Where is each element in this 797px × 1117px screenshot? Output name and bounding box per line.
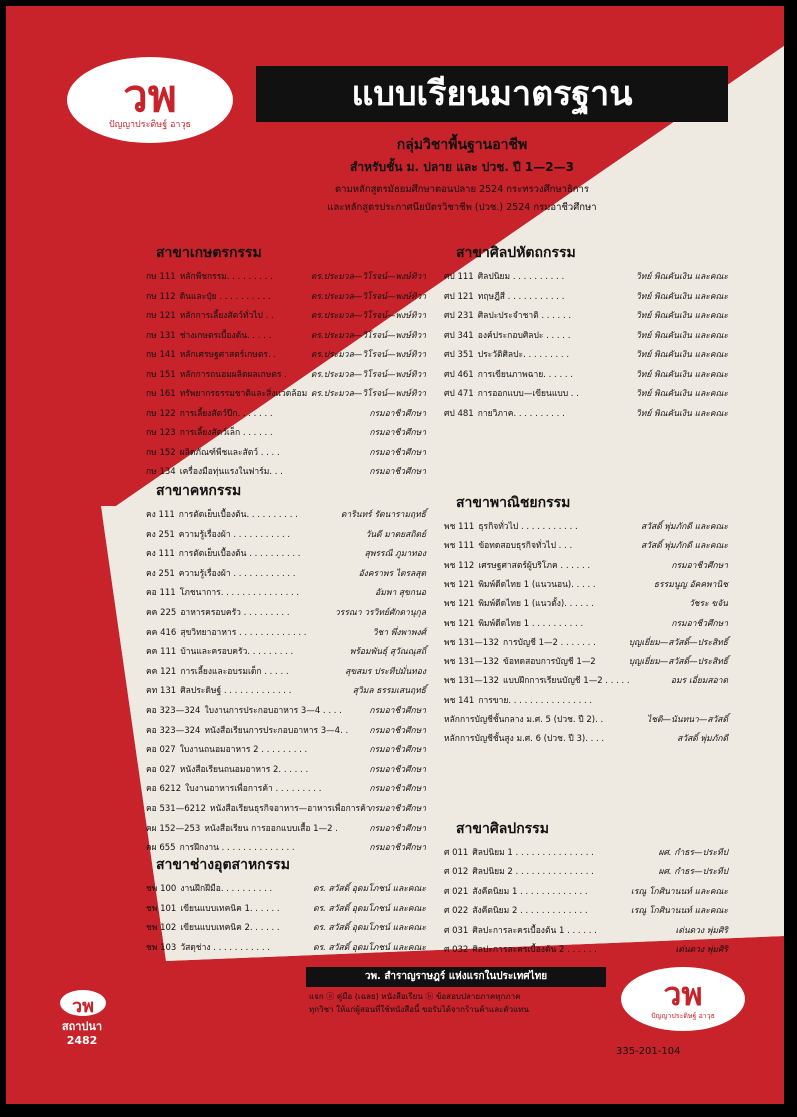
course-title: อาหารครอบครัว . . . . . . . . . <box>180 608 290 618</box>
section-title-commerce: สาขาพาณิชยกรรม <box>456 495 571 511</box>
course-title: ข้อทดสอบธุรกิจทั่วไป . . . <box>478 541 573 552</box>
course-author: ดร.ประมวล—วิโรจน์—พงษ์ทิวา <box>310 311 426 321</box>
list-item <box>444 885 728 899</box>
course-code: คอ 6212 <box>146 784 182 795</box>
list-item <box>146 407 426 421</box>
course-code: กษ 111 <box>146 272 176 282</box>
list-item <box>444 904 728 918</box>
course-author: ดร. สวัสดิ์ อุดมโภชน์ และคณะ <box>313 903 426 914</box>
list-item <box>444 407 728 421</box>
list-item <box>444 559 728 573</box>
course-author: ดร. สวัสดิ์ อุดมโภชน์ และคณะ <box>313 884 426 894</box>
course-code: คอ 323—324 <box>146 725 201 736</box>
course-code: พช 111 <box>444 522 475 532</box>
list-item <box>146 941 426 955</box>
course-title: หลักการบัญชีชั้นกลาง ม.ศ. 5 (ปวช. ปี 2). . <box>444 715 604 725</box>
list-item <box>146 508 426 522</box>
course-author: กรมอาชีวศึกษา <box>369 764 426 775</box>
course-author: วัชระ ขจัน <box>689 599 728 610</box>
list-item <box>146 528 426 542</box>
course-code: พช 121 <box>444 599 475 610</box>
course-title: ใบงานการประกอบอาหาร 3—4 . . . . <box>204 706 342 716</box>
course-title: พิมพ์ดีดไทย 1 . . . . . . . . . . <box>478 618 584 629</box>
course-author: วิทย์ พิณคันเงิน และคณะ <box>635 389 728 399</box>
course-title: พิมพ์ดีดไทย 1 (แนวนอน). . . . . <box>478 579 596 590</box>
course-author: วิทย์ พิณคันเงิน และคณะ <box>635 350 728 360</box>
course-title: หลักเศรษฐศาสตร์เกษตร. . <box>179 350 277 360</box>
course-author: สวัสดิ์ พุ่มภักดี <box>677 734 728 745</box>
founded-text: สถาปนา <box>61 1020 103 1033</box>
list-item <box>146 426 426 440</box>
list-item <box>444 578 728 592</box>
course-code: พช 131—132 <box>444 637 500 648</box>
course-author: บุญเยี่ยม—สวัสดิ์—ประสิทธิ์ <box>628 637 728 648</box>
course-author: ผศ. กำธร—ประทีป <box>658 848 728 858</box>
book-back-cover <box>6 6 784 1104</box>
course-title: ความรู้เรื่องผ้า . . . . . . . . . . . . <box>178 568 296 579</box>
course-author: สวัสดิ์ พุ่มภักดี และคณะ <box>641 541 728 552</box>
course-code: กษ 123 <box>146 428 176 438</box>
list-item <box>444 694 728 708</box>
course-author: เด่นดวง พุ่มศิริ <box>675 945 728 955</box>
course-title: ประวัติศิลปะ. . . . . . . . . <box>477 350 570 360</box>
course-code: คอ 323—324 <box>146 706 201 716</box>
section-title-industrial: สาขาช่างอุตสาหกรรม <box>156 857 290 873</box>
course-title: การขาย. . . . . . . . . . . . . . . . <box>478 695 593 706</box>
list-item <box>444 597 728 611</box>
course-code: คอ 111 <box>146 588 176 599</box>
course-title: ศิลปะการละครเบื้องต้น 1 . . . . . . <box>472 925 597 936</box>
course-title: พิมพ์ดีดไทย 1 (แนวตั้ง). . . . . . <box>478 599 594 610</box>
list-item <box>146 841 426 855</box>
course-author: วิทย์ พิณคันเงิน และคณะ <box>635 291 728 302</box>
course-title: ผลิตภัณฑ์พืชและสัตว์ . . . . <box>179 447 280 458</box>
list-item <box>146 567 426 581</box>
course-code: กษ 161 <box>146 389 176 399</box>
course-author: ดร.ประมวล—วิโรจน์—พงษ์ทิวา <box>310 330 426 341</box>
course-code: คง 111 <box>146 549 175 560</box>
course-title: การเลี้ยงสัตว์เล็ก . . . . . . <box>179 428 273 438</box>
footer-logo-subtitle: ปัญญาประดิษฐ์ อาวุธ <box>651 1012 715 1020</box>
course-code: กษ 131 <box>146 330 176 341</box>
list-item <box>146 290 426 304</box>
course-title: การเขียนภาพฉาย. . . . . . <box>477 369 573 380</box>
list-item <box>444 924 728 938</box>
course-code: พช 112 <box>444 560 475 571</box>
course-code: คอ 027 <box>146 745 176 756</box>
course-title: ศิลปนิยม 1 . . . . . . . . . . . . . . . <box>472 848 594 858</box>
list-item <box>444 520 728 534</box>
course-author: ดร. สวัสดิ์ อุดมโภชน์ และคณะ <box>313 923 426 934</box>
list-item <box>146 329 426 343</box>
list-item <box>146 665 426 679</box>
course-author: ดร.ประมวล—วิโรจน์—พงษ์ทิวา <box>310 272 426 282</box>
course-code: คง 251 <box>146 568 175 579</box>
course-title: ศิลประดิษฐ์ . . . . . . . . . . . . . <box>180 686 292 697</box>
course-code: ศ 012 <box>444 867 469 878</box>
logo-subtitle: ปัญญาประดิษฐ์ อาวุธ <box>108 120 192 130</box>
list-item <box>444 309 728 323</box>
course-author: อมร เอี่ยมสอาด <box>670 676 728 687</box>
list-item <box>146 802 426 816</box>
course-code: พช 131—132 <box>444 676 500 687</box>
list-item <box>146 465 426 479</box>
list-item <box>146 822 426 836</box>
course-code: กษ 152 <box>146 447 176 458</box>
course-code: ชพ 100 <box>146 884 177 894</box>
course-title: การบัญชี 1—2 . . . . . . . <box>503 637 596 648</box>
course-code: ศ 031 <box>444 925 469 936</box>
course-title: การฝึกงาน . . . . . . . . . . . . . . <box>179 843 295 854</box>
course-author: ดารินทร์ รัตนารามฤทธิ์ <box>340 510 426 520</box>
course-author: กรมอาชีวศึกษา <box>369 706 426 716</box>
course-title: การเลี้ยงและอบรมเด็ก . . . . . <box>180 666 289 677</box>
course-title: การตัดเย็บเบื้องต้น . . . . . . . . . . <box>178 549 301 560</box>
course-author: ดร.ประมวล—วิโรจน์—พงษ์ทิวา <box>310 389 426 399</box>
course-code: กษ 134 <box>146 467 176 477</box>
list-item <box>444 865 728 879</box>
course-code: คอ 027 <box>146 764 176 775</box>
course-code: ศป 341 <box>444 330 474 341</box>
course-title: ความรู้เรื่องผ้า . . . . . . . . . . . <box>178 529 291 540</box>
group-title: กลุ่มวิชาพื้นฐานอาชีพ <box>396 137 528 153</box>
course-author: วิทย์ พิณคันเงิน และคณะ <box>635 330 728 341</box>
curriculum-line-1: ตามหลักสูตรมัธยมศึกษาตอนปลาย 2524 กระทรวงศึกษาธิการ <box>335 184 589 195</box>
course-code: ศป 121 <box>444 291 474 302</box>
course-code: ศ 011 <box>444 848 469 858</box>
course-title: วัสดุช่าง . . . . . . . . . . . <box>180 942 270 953</box>
course-title: ดินและปุ๋ย . . . . . . . . . . <box>179 291 271 302</box>
course-author: สวัสดิ์ พุ่มภักดี และคณะ <box>641 522 728 532</box>
course-author: วิทย์ พิณคันเงิน และคณะ <box>635 408 728 419</box>
course-code: กษ 151 <box>146 369 176 380</box>
course-title: สังคีตนิยม 2 . . . . . . . . . . . . . <box>472 906 588 917</box>
course-code: กษ 122 <box>146 408 176 419</box>
course-code: คค 121 <box>146 666 177 677</box>
list-item <box>146 446 426 460</box>
catalog-code: 335-201-104 <box>616 1046 681 1057</box>
course-author: กรมอาชีวศึกษา <box>369 428 426 438</box>
course-author: วิทย์ พิณคันเงิน และคณะ <box>635 369 728 380</box>
course-author: กรมอาชีวศึกษา <box>369 804 426 814</box>
course-code: ศ 022 <box>444 906 469 917</box>
course-title: ทฤษฎีสี . . . . . . . . . . . <box>477 291 565 302</box>
course-title: ธุรกิจทั่วไป . . . . . . . . . . . <box>478 522 578 532</box>
course-code: ศป 461 <box>444 369 474 380</box>
course-code: คค 111 <box>146 647 177 658</box>
list-item <box>146 704 426 718</box>
list-item <box>146 309 426 323</box>
section-title-home-economics: สาขาคหกรรม <box>156 483 242 499</box>
course-code: พช 141 <box>444 695 475 706</box>
course-author: กรมอาชีวศึกษา <box>671 560 728 571</box>
course-title: ศิลปะประจำชาติ . . . . . . <box>477 311 572 321</box>
list-item <box>444 329 728 343</box>
list-item <box>146 547 426 561</box>
list-item <box>444 674 728 688</box>
footer-note <box>309 990 619 1016</box>
course-title: ช่างเกษตรเบื้องต้น. . . . . <box>179 330 272 341</box>
footer-note-line-1: แจก ⓐ คู่มือ (เฉลย) หนังสือเรียน ⓑ ข้อสอบปลายภาคทุกภาค <box>309 992 521 1001</box>
course-title: หลักการเลี้ยงสัตว์ทั่วไป . . <box>179 311 274 321</box>
course-author: กรมอาชีวศึกษา <box>369 408 426 419</box>
course-title: การออกแบบ—เขียนแบบ . . <box>477 389 579 399</box>
course-author: กรมอาชีวศึกษา <box>369 745 426 756</box>
footer-logo <box>618 964 748 1034</box>
course-author: ดร. สวัสดิ์ อุดมโภชน์ และคณะ <box>313 942 426 953</box>
course-code: พช 121 <box>444 579 475 590</box>
course-author: กรมอาชีวศึกษา <box>671 618 728 629</box>
course-author: วรรณา วรวิทย์ศักดานุกุล <box>335 608 426 618</box>
footer-note-line-2: ทุกวิชา ให้แก่ผู้สอนที่ใช้หนังสือนี้ ขอรับได้จากร้านค้าและตัวแทน <box>309 1005 529 1014</box>
course-title: หนังสือเรียนการประกอบอาหาร 3—4. . <box>204 725 349 736</box>
list-item <box>146 724 426 738</box>
list-item <box>146 921 426 935</box>
course-author: วันดี มาตยสถิตย์ <box>365 529 426 540</box>
course-author: อังคราพร ไตรลสุต <box>358 568 426 579</box>
series-title: แบบเรียนมาตรฐาน <box>256 66 728 122</box>
small-logo-mark: วพ <box>72 996 94 1017</box>
course-code: ศป 471 <box>444 389 474 399</box>
course-author: สุขสมร ประทีปมั่นทอง <box>345 666 426 677</box>
section-title-agriculture: สาขาเกษตรกรรม <box>156 245 262 261</box>
course-author: อัมพา สุขกนอ <box>375 588 426 599</box>
course-title: สุขวิทยาอาหาร . . . . . . . . . . . . . <box>180 627 307 638</box>
course-code: ชพ 102 <box>146 923 177 934</box>
course-author: บุญเยี่ยม—สวัสดิ์—ประสิทธิ์ <box>628 657 728 668</box>
course-title: ข้อทดสอบการบัญชี 1—2 <box>503 657 596 668</box>
course-title: องค์ประกอบศิลปะ . . . . . <box>477 330 571 341</box>
list-item <box>444 387 728 401</box>
course-title: ศิลปนิยม 2 . . . . . . . . . . . . . . . <box>472 867 594 878</box>
list-item <box>146 763 426 777</box>
list-item <box>146 902 426 916</box>
course-title: หลักพืชกรรม. . . . . . . . . <box>179 272 273 282</box>
course-code: พช 111 <box>444 541 475 552</box>
list-item <box>146 743 426 757</box>
course-code: คผ 655 <box>146 843 176 854</box>
founded-label <box>52 1020 112 1048</box>
list-item <box>444 732 728 746</box>
course-author: พร้อมพันธุ์ สุวัณณุสถิ์ <box>349 647 426 658</box>
course-author: วิทย์ พิณคันเงิน และคณะ <box>635 272 728 282</box>
list-item <box>444 943 728 957</box>
list-item <box>146 348 426 362</box>
course-code: ศป 231 <box>444 311 474 321</box>
course-code: ชพ 103 <box>146 942 177 953</box>
course-author: วิทย์ พิณคันเงิน และคณะ <box>635 311 728 321</box>
course-code: ศป 111 <box>444 272 474 282</box>
list-item <box>444 270 728 284</box>
list-item <box>146 368 426 382</box>
list-item <box>444 348 728 362</box>
course-code: คค 416 <box>146 627 177 638</box>
course-title: การตัดเย็บเบื้องต้น. . . . . . . . . . <box>178 510 298 520</box>
list-item <box>146 387 426 401</box>
course-code: ศ 021 <box>444 886 469 897</box>
list-item <box>444 617 728 631</box>
course-code: คง 111 <box>146 510 175 520</box>
level-line: สำหรับชั้น ม. ปลาย และ ปวช. ปี 1—2—3 <box>350 160 574 174</box>
course-code: คง 251 <box>146 529 175 540</box>
curriculum-line-2: และหลักสูตรประกาศนียบัตรวิชาชีพ (ปวช.) 2524 กรมอาชีวศึกษา <box>327 202 597 213</box>
course-title: เศรษฐศาสตร์ผู้บริโภค . . . . . . <box>478 560 591 571</box>
course-author: กรมอาชีวศึกษา <box>369 784 426 795</box>
course-author: กรมอาชีวศึกษา <box>369 725 426 736</box>
course-title: ทรัพยากรธรรมชาติและสิ่งแวดล้อม <box>179 389 308 399</box>
course-author: สุวิมล ธรรมเสนฤทธิ์ <box>352 686 426 697</box>
course-title: บ้านและครอบครัว. . . . . . . . . <box>180 647 294 658</box>
list-item <box>444 290 728 304</box>
course-title: แบบฝึกการเรียนบัญชี 1—2 . . . . . <box>503 676 630 687</box>
list-item <box>444 846 728 860</box>
list-item <box>444 539 728 553</box>
course-author: เด่นดวง พุ่มศิริ <box>675 925 728 936</box>
course-title: ใบงานอาหารเพื่อการค้า . . . . . . . . . <box>185 784 322 795</box>
course-title: เขียนแบบเทคนิค 2. . . . . . <box>180 923 280 934</box>
course-author: สุพรรณี ภูมาทอง <box>364 549 426 560</box>
publisher-logo <box>64 54 236 146</box>
course-author: วิชา พึ่งพาพงศ์ <box>372 627 426 638</box>
list-item <box>146 645 426 659</box>
course-title: ศิลปะการละครเบื้องต้น 2 . . . . . . <box>472 945 597 955</box>
course-author: กรมอาชีวศึกษา <box>369 823 426 834</box>
list-item <box>444 636 728 650</box>
course-title: สังคีตนิยม 1 . . . . . . . . . . . . . <box>472 886 588 897</box>
course-code: คท 131 <box>146 686 177 697</box>
footer-banner: วพ. สำราญราษฎร์ แห่งแรกในประเทศไทย <box>306 967 606 987</box>
list-item <box>146 586 426 600</box>
list-item <box>146 270 426 284</box>
course-title: หนังสือเรียนธุรกิจอาหาร—อาหารเพื่อการค้า <box>209 804 371 814</box>
course-title: หลักการบัญชีชั้นสูง ม.ศ. 6 (ปวช. ปี 3). . . . <box>444 734 605 745</box>
course-author: กรมอาชีวศึกษา <box>369 843 426 854</box>
course-code: พช 131—132 <box>444 657 500 668</box>
course-code: กษ 121 <box>146 311 176 321</box>
footer-logo-mark: วพ <box>663 975 703 1013</box>
course-code: ศป 481 <box>444 408 474 419</box>
course-author: ดร.ประมวล—วิโรจน์—พงษ์ทิวา <box>310 350 426 360</box>
section-title-fine-arts: สาขาศิลปกรรม <box>456 821 549 837</box>
course-code: คผ 152—253 <box>146 823 201 834</box>
list-item <box>146 626 426 640</box>
course-title: กายวิภาค. . . . . . . . . . <box>477 408 565 419</box>
course-author: ดร.ประมวล—วิโรจน์—พงษ์ทิวา <box>310 291 426 302</box>
founded-year: 2482 <box>66 1034 98 1047</box>
course-code: กษ 141 <box>146 350 176 360</box>
list-item <box>146 684 426 698</box>
course-author: กรมอาชีวศึกษา <box>369 447 426 458</box>
course-title: เขียนแบบเทคนิค 1. . . . . . <box>180 903 280 914</box>
course-title: หนังสือเรียนถนอมอาหาร 2. . . . . . <box>179 764 309 775</box>
logo-mark: วพ <box>123 71 177 122</box>
list-item <box>146 606 426 620</box>
course-title: หนังสือเรียน การออกแบบเสื้อ 1—2 . <box>204 823 338 834</box>
course-title: โภชนาการ. . . . . . . . . . . . . . . <box>179 588 300 599</box>
course-code: คอ 531—6212 <box>146 804 206 814</box>
list-item <box>444 655 728 669</box>
course-author: เรณู โกศินานนท์ และคณะ <box>630 906 728 917</box>
course-title: ศิลปนิยม . . . . . . . . . . <box>477 272 565 282</box>
course-author: ไชติ—นันทนา—สวัสดิ์ <box>646 715 728 725</box>
course-title: เครื่องมือทุ่นแรงในฟาร์ม. . . <box>179 467 283 477</box>
course-title: งานฝึกฝีมือ. . . . . . . . . . <box>180 884 273 894</box>
course-code: คค 225 <box>146 608 177 618</box>
course-title: การเลี้ยงสัตว์ปีก. . . . . . . <box>179 408 273 419</box>
course-author: ดร.ประมวล—วิโรจน์—พงษ์ทิวา <box>310 369 426 380</box>
list-item <box>444 713 728 727</box>
course-author: ผศ. กำธร—ประทีป <box>658 867 728 878</box>
course-code: พช 121 <box>444 618 475 629</box>
course-code: ศป 351 <box>444 350 474 360</box>
list-item <box>146 882 426 896</box>
list-item <box>146 782 426 796</box>
course-author: เรณู โกศินานนท์ และคณะ <box>630 886 728 897</box>
list-item <box>444 368 728 382</box>
small-logo <box>58 988 108 1018</box>
course-author: กรมอาชีวศึกษา <box>369 467 426 477</box>
course-author: ธรรมนูญ อัคคพานิช <box>653 579 728 590</box>
course-code: ชพ 101 <box>146 903 177 914</box>
course-code: ศ 032 <box>444 945 469 955</box>
course-title: หลักการถนอมผลิตผลเกษตร . <box>179 369 287 380</box>
section-title-arts-crafts: สาขาศิลปหัตถกรรม <box>456 245 576 261</box>
course-code: กษ 112 <box>146 291 176 302</box>
course-title: ใบงานถนอมอาหาร 2 . . . . . . . . . <box>179 745 308 756</box>
